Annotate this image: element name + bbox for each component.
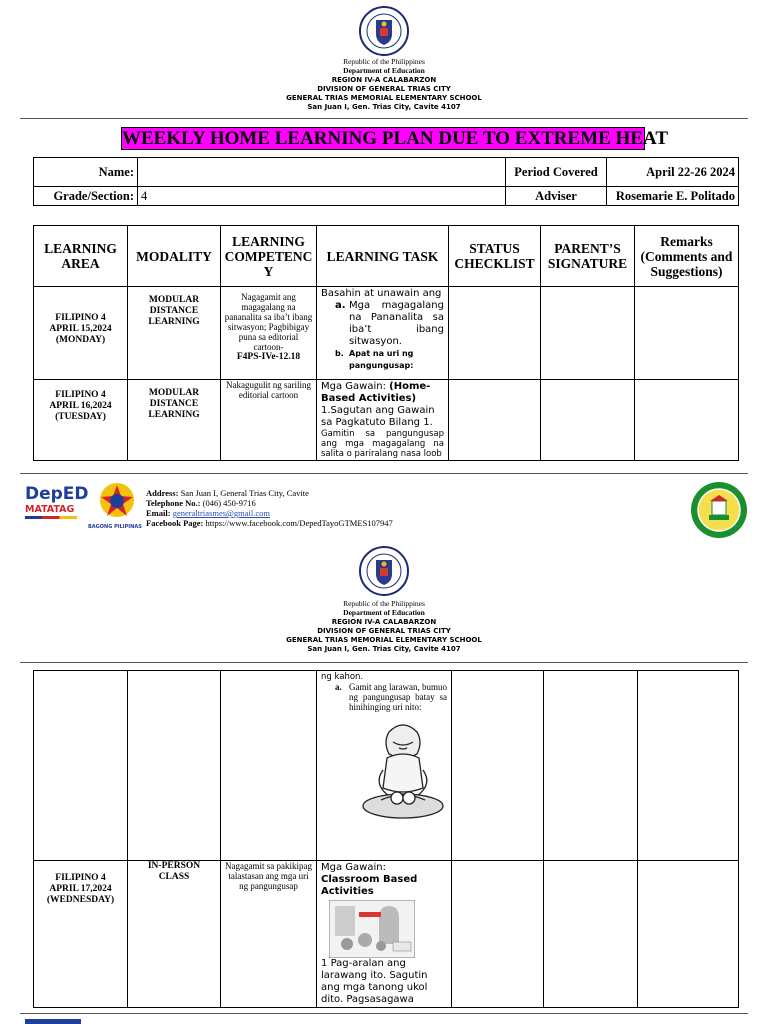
task-prefix: Mga Gawain: bbox=[321, 381, 390, 392]
contact-block bbox=[146, 488, 393, 528]
period-label: Period Covered bbox=[506, 158, 607, 187]
modality-cell bbox=[128, 380, 221, 461]
adviser-label: Adviser bbox=[506, 187, 607, 206]
learning-area-cell bbox=[34, 671, 128, 861]
day-text: (TUESDAY) bbox=[55, 412, 106, 422]
date-text: APRIL 15,2024 bbox=[49, 324, 112, 334]
col-signature: PARENT’S SIGNATURE bbox=[541, 226, 635, 287]
modality-line: DISTANCE bbox=[149, 306, 199, 316]
modality-cell bbox=[128, 671, 221, 861]
grade-value: 4 bbox=[138, 187, 506, 206]
task-prefix: Mga Gawain: bbox=[321, 862, 386, 873]
task-heading: (Home-Based Activities) bbox=[321, 381, 431, 404]
status-cell[interactable] bbox=[449, 287, 541, 380]
region-line: REGION IV-A CALABARZON bbox=[331, 75, 437, 84]
col-status: STATUS CHECKLIST bbox=[449, 226, 541, 287]
page2-footer-logo-partial bbox=[25, 1019, 81, 1024]
task-heading: Classroom Based Activities bbox=[321, 874, 418, 897]
signature-cell[interactable] bbox=[544, 671, 638, 861]
col-learning-area: LEARNING AREA bbox=[34, 226, 128, 287]
task-item bbox=[321, 300, 444, 348]
modality-line: LEARNING bbox=[148, 317, 200, 327]
page1-letterhead bbox=[0, 57, 768, 113]
footer-divider bbox=[20, 1013, 748, 1014]
deped-matatag-logo bbox=[25, 484, 89, 532]
school-seal-icon bbox=[690, 481, 748, 539]
address-value: San Juan I, General Trias City, Cavite bbox=[180, 488, 309, 498]
deped-seal-icon bbox=[359, 546, 409, 596]
learning-plan-table-continued bbox=[33, 670, 739, 1008]
remarks-cell[interactable] bbox=[638, 861, 739, 1008]
division-line: DIVISION OF GENERAL TRIAS CITY bbox=[317, 84, 451, 93]
competency-text: Nakagugulit ng sariling editorial cartoon bbox=[226, 380, 311, 400]
subject-text: FILIPINO 4 bbox=[55, 313, 106, 323]
modality-line: LEARNING bbox=[148, 410, 200, 420]
republic-line: Republic of the Philippines bbox=[343, 599, 425, 608]
date-text: APRIL 16,2024 bbox=[49, 401, 112, 411]
day-text: (MONDAY) bbox=[55, 335, 106, 345]
school-line: GENERAL TRIAS MEMORIAL ELEMENTARY SCHOOL bbox=[286, 636, 482, 645]
name-label: Name: bbox=[34, 158, 138, 187]
col-remarks: Remarks (Comments and Suggestions) bbox=[635, 226, 739, 287]
modality-line: MODULAR bbox=[148, 388, 200, 398]
learning-task-cell bbox=[317, 671, 452, 861]
matatag-text: MATATAG bbox=[25, 504, 75, 515]
task-step: 1.Sagutan ang Gawain sa Pagkatuto Bilang 1. bbox=[321, 405, 435, 428]
school-line: GENERAL TRIAS MEMORIAL ELEMENTARY SCHOOL bbox=[286, 94, 482, 103]
modality-line: IN-PERSON bbox=[147, 861, 201, 871]
col-learning-task: LEARNING TASK bbox=[317, 226, 449, 287]
competency-text: Nagagamit sa pakikipag talastasan ang mga uri ng pangungusap bbox=[225, 861, 312, 891]
signature-cell[interactable] bbox=[544, 861, 638, 1008]
competency-text: Nagagamit ang magagalang na pananalita sa iba’t ibang sitwasyon; Pagbibigay puna sa editorial cartoon- bbox=[224, 292, 313, 352]
task-item-label: b. bbox=[335, 349, 344, 358]
remarks-cell[interactable] bbox=[635, 380, 739, 461]
task-item-text: Gamit ang larawan, bumuo ng pangungusap batay sa hinihinging uri nito: bbox=[349, 682, 447, 712]
task-step: Gamitin sa pangungusap ang mga magagalang na salita o pariralang nasa loob bbox=[321, 429, 444, 459]
header-divider bbox=[20, 662, 748, 663]
task-continued-text: ng kahon. bbox=[321, 672, 364, 682]
task-item-text: Apat na uri ng pangungusap: bbox=[349, 349, 414, 370]
subject-text: FILIPINO 4 bbox=[55, 873, 106, 883]
division-line: DIVISION OF GENERAL TRIAS CITY bbox=[317, 626, 451, 635]
signature-cell[interactable] bbox=[541, 380, 635, 461]
col-modality: MODALITY bbox=[128, 226, 221, 287]
task-item bbox=[321, 348, 444, 372]
facebook-link[interactable]: https://www.facebook.com/DepedTayoGTMES107947 bbox=[205, 518, 393, 528]
facebook-label: Facebook Page: bbox=[146, 518, 204, 528]
col-competency: LEARNING COMPETENC Y bbox=[221, 226, 317, 287]
learning-task-cell bbox=[317, 380, 449, 461]
modality-line: DISTANCE bbox=[149, 399, 199, 409]
address-label: Address: bbox=[146, 488, 179, 498]
phone-label: Telephone No.: bbox=[146, 498, 201, 508]
modality-cell bbox=[128, 861, 221, 1008]
competency-cell bbox=[221, 287, 317, 380]
status-cell[interactable] bbox=[452, 671, 544, 861]
day-text: (WEDNESDAY) bbox=[46, 895, 115, 905]
remarks-cell[interactable] bbox=[638, 671, 739, 861]
table-row bbox=[34, 861, 739, 1008]
grade-label: Grade/Section: bbox=[34, 187, 138, 206]
republic-line: Republic of the Philippines bbox=[343, 57, 425, 66]
name-field[interactable] bbox=[138, 158, 506, 187]
status-cell[interactable] bbox=[452, 861, 544, 1008]
status-cell[interactable] bbox=[449, 380, 541, 461]
task-item bbox=[321, 682, 447, 712]
modality-cell bbox=[128, 287, 221, 380]
student-info-table bbox=[33, 157, 739, 206]
date-text: APRIL 17,2024 bbox=[49, 884, 112, 894]
modality-line: MODULAR bbox=[148, 295, 200, 305]
competency-cell bbox=[221, 671, 317, 861]
competency-code: F4PS-IVe-12.18 bbox=[236, 352, 301, 362]
deped-logo-text: DepED bbox=[25, 484, 89, 504]
adviser-value: Rosemarie E. Politado bbox=[607, 187, 739, 206]
task-item-text: Mga magagalang na Pananalita sa iba’t ibang sitwasyon. bbox=[349, 300, 444, 347]
competency-cell bbox=[221, 861, 317, 1008]
department-line: Department of Education bbox=[343, 66, 425, 76]
period-value: April 22-26 2024 bbox=[607, 158, 739, 187]
bagong-pilipinas-text: BAGONG PILIPINAS bbox=[88, 524, 142, 530]
email-link[interactable]: generaltriasmes@gmail.com bbox=[172, 508, 270, 518]
learning-task-cell bbox=[317, 861, 452, 1008]
task-item-label: a. bbox=[335, 300, 346, 311]
page-title: WEEKLY HOME LEARNING PLAN DUE TO EXTREME HEAT bbox=[122, 128, 668, 149]
subject-text: FILIPINO 4 bbox=[55, 390, 106, 400]
address-line: San Juan I, Gen. Trias City, Cavite 4107 bbox=[307, 645, 461, 654]
deped-seal-icon bbox=[359, 6, 409, 56]
email-label: Email: bbox=[146, 508, 171, 518]
learning-plan-table bbox=[33, 225, 739, 461]
remarks-cell[interactable] bbox=[635, 287, 739, 380]
learning-area-cell bbox=[34, 861, 128, 1008]
signature-cell[interactable] bbox=[541, 287, 635, 380]
classroom-activity-illustration bbox=[329, 900, 415, 958]
address-line: San Juan I, Gen. Trias City, Cavite 4107 bbox=[307, 103, 461, 112]
task-intro: Basahin at unawain ang bbox=[321, 288, 442, 299]
task-text: Pag-aralan ang larawang ito. Sagutin ang mga tanong ukol dito. Pagsasagawa bbox=[321, 958, 428, 1005]
modality-line: CLASS bbox=[158, 872, 190, 882]
phone-value: (046) 450-9716 bbox=[202, 498, 256, 508]
table-row bbox=[34, 287, 739, 380]
department-line: Department of Education bbox=[343, 608, 425, 618]
competency-cell bbox=[221, 380, 317, 461]
learning-task-cell bbox=[317, 287, 449, 380]
task-item-label: a. bbox=[335, 682, 342, 692]
page2-letterhead bbox=[0, 599, 768, 655]
task-number: 1 bbox=[321, 958, 328, 969]
matatag-stripe bbox=[25, 516, 77, 519]
learning-area-cell bbox=[34, 380, 128, 461]
learning-area-cell bbox=[34, 287, 128, 380]
footer-divider bbox=[20, 473, 748, 474]
table-row bbox=[34, 380, 739, 461]
table-row bbox=[34, 671, 739, 861]
woman-washing-clothes-illustration bbox=[359, 718, 447, 822]
region-line: REGION IV-A CALABARZON bbox=[331, 617, 437, 626]
bagong-pilipinas-logo-icon bbox=[92, 480, 142, 524]
header-divider bbox=[20, 118, 748, 119]
